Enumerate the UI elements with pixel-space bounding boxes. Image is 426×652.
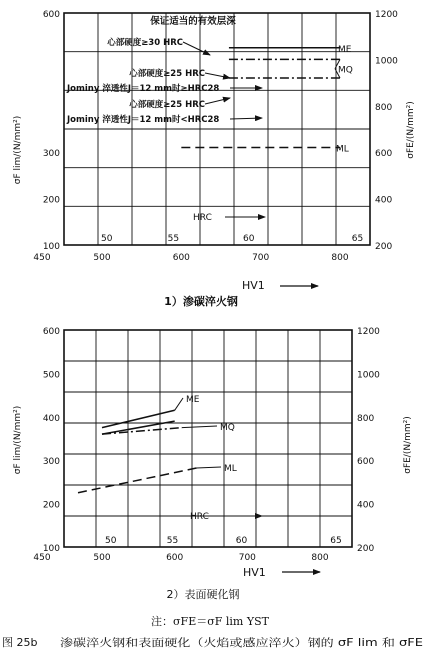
- series-label-mq: MQ: [338, 65, 353, 76]
- x-tick-label-hv: 450: [33, 253, 51, 263]
- annotation-text: Jominy 淬透性J＝12 mm时≥HRC28: [67, 84, 220, 94]
- chart-2-tick-labels: [33, 327, 380, 563]
- x-tick-label-hv: 800: [311, 553, 329, 563]
- annotation-arrow: [205, 73, 230, 78]
- y-tick-label-right: 600: [375, 149, 393, 160]
- hrc-label: HRC: [193, 213, 212, 223]
- annotation-text: 心部硬度≥25 HRC: [129, 69, 205, 79]
- series-leader: [196, 467, 221, 468]
- y-tick-label-left: 200: [42, 195, 60, 206]
- series-label-mq: MQ: [220, 423, 235, 433]
- y-tick-label-left: 100: [42, 242, 60, 252]
- chart-1: [13, 10, 416, 308]
- series-label-ml: ML: [224, 464, 237, 474]
- x-tick-label-hv: 600: [166, 553, 184, 563]
- hrc-tick-label: 65: [351, 234, 364, 244]
- x-tick-label-hv: 800: [331, 253, 349, 263]
- y-tick-label-left: 500: [42, 370, 60, 381]
- chart-2-right-axis-label: σFE/(N/mm²): [403, 416, 413, 474]
- y-tick-label-right: 800: [375, 102, 393, 113]
- series-leader: [175, 398, 183, 410]
- hrc-tick-label: 60: [235, 536, 248, 546]
- chart-2-title: 2）表面硬化钢: [166, 588, 240, 601]
- annotation-arrow: [205, 98, 230, 104]
- series-leader: [182, 426, 217, 428]
- series-line-me: [102, 410, 175, 427]
- y-tick-label-left: 600: [42, 10, 60, 20]
- series-line-mq: [102, 428, 182, 435]
- y-tick-label-right: 800: [357, 413, 375, 424]
- chart-1-series: [181, 45, 353, 155]
- chart-2: [13, 327, 413, 601]
- figure-caption: 渗碳淬火钢和表面硬化（火焰或感应淬火）钢的 σF lim 和 σFE: [60, 637, 353, 649]
- series-label-me: ME: [186, 395, 200, 405]
- chart-2-series: [78, 395, 237, 493]
- hrc-label: HRC: [190, 512, 209, 522]
- y-tick-label-left: 200: [42, 500, 60, 511]
- hrc-tick-label: 55: [167, 234, 180, 244]
- annotation-text: Jominy 淬透性J＝12 mm时<HRC28: [67, 115, 220, 125]
- x-tick-label-hv: 600: [172, 253, 190, 263]
- y-tick-label-right: 400: [357, 500, 375, 511]
- annotation-arrow: [183, 42, 210, 55]
- hrc-tick-label: 60: [243, 234, 255, 244]
- y-tick-label-right: 1200: [357, 327, 380, 337]
- chart-1-left-axis-label: σF lim/(N/mm²): [13, 115, 23, 185]
- x-tick-label-hv: 700: [252, 253, 270, 263]
- annotation-text: 保证适当的有效层深: [150, 16, 236, 27]
- hrc-tick-label: 65: [330, 536, 342, 546]
- annotation-text: 心部硬度≥30 HRC: [107, 38, 183, 48]
- hrc-tick-label: 55: [166, 536, 179, 546]
- hrc-tick-label: 50: [101, 234, 113, 244]
- y-tick-label-left: 600: [42, 327, 60, 337]
- hrc-tick-label: 50: [104, 536, 117, 546]
- y-tick-label-right: 1000: [357, 370, 380, 381]
- x-tick-label-hv: 500: [93, 553, 111, 563]
- y-tick-label-left: 300: [42, 457, 60, 468]
- series-label-me: ME: [338, 44, 352, 55]
- chart-1-x-axis-label: HV1: [242, 279, 265, 292]
- y-tick-label-right: 200: [375, 242, 393, 252]
- y-tick-label-right: 200: [357, 544, 375, 554]
- x-tick-label-hv: 500: [93, 253, 111, 263]
- annotation-arrow: [230, 118, 262, 119]
- y-tick-label-right: 600: [357, 457, 375, 468]
- x-tick-label-hv: 450: [33, 553, 51, 563]
- series-label-ml: ML: [336, 144, 349, 155]
- annotation-text: 心部硬度≥25 HRC: [129, 100, 205, 110]
- y-tick-label-left: 300: [42, 149, 60, 160]
- y-tick-label-right: 1200: [375, 10, 398, 20]
- y-tick-label-right: 400: [375, 195, 393, 206]
- chart-1-right-axis-label: σFE/(N/mm²): [406, 101, 416, 159]
- chart-2-left-axis-label: σF lim/(N/mm²): [13, 405, 23, 475]
- y-tick-label-left: 400: [42, 413, 60, 424]
- chart-1-title: 1）渗碳淬火钢: [164, 295, 238, 308]
- chart-2-x-axis-label: HV1: [243, 566, 266, 579]
- figure-number: 图 25b: [2, 636, 38, 649]
- figure-note: 注：σFE＝σF lim YST: [151, 615, 269, 628]
- x-tick-label-hv: 700: [238, 553, 256, 563]
- chart-1-annotations: [66, 15, 262, 125]
- y-tick-label-right: 1000: [375, 56, 398, 67]
- y-tick-label-left: 100: [42, 544, 60, 554]
